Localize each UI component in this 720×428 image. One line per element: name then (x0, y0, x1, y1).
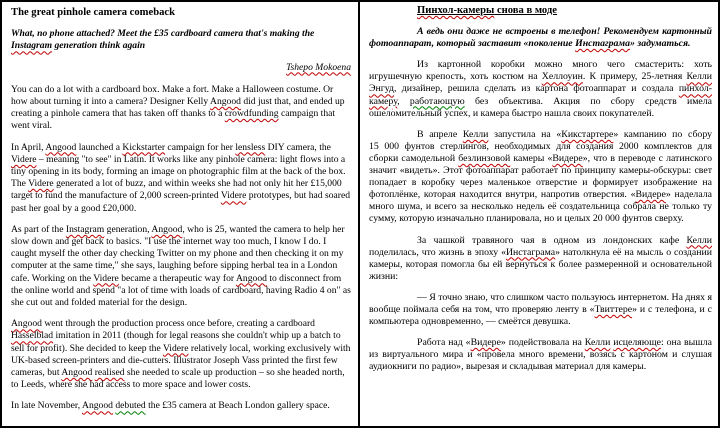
paragraph (369, 235, 712, 283)
text-run: снова в моде (494, 5, 557, 16)
paragraph (11, 84, 351, 133)
spellcheck-flagged-text: Инстаграма (505, 246, 556, 258)
article-body-english (11, 84, 351, 413)
spellcheck-flagged-text: Tshepo Mokoena (286, 61, 351, 73)
article-standfirst-russian (369, 26, 712, 50)
text-run: » задуматься. (630, 38, 691, 50)
text-run: » и с телефона, и с компьютера одновременно, — смеётся девушка. (369, 303, 713, 328)
text-run: без объектива. Акция по сбору средств имела ошеломительный успех, и камера быстро нашла своих покупателей. (369, 95, 712, 119)
text-run: — Я точно знаю, что слишком часто пользуюсь интернетом. На днях я вообще поймала себя на том, что проверяю ленту в « (369, 291, 712, 315)
text-run: камеры « (510, 152, 553, 164)
spellcheck-flagged-text: crowdfunding (224, 108, 279, 120)
spellcheck-flagged-text: Hasselblad (11, 330, 54, 342)
paragraph (11, 400, 351, 412)
article-body-russian (369, 59, 712, 373)
paragraph (369, 337, 712, 373)
spellcheck-flagged-text: Келли (686, 234, 712, 246)
spellcheck-flagged-text: Кикстартере (561, 128, 614, 140)
spellcheck-flagged-text: Videre (93, 272, 119, 284)
grammar-flagged-text: работающую (409, 95, 465, 107)
spellcheck-flagged-text: Angood (61, 367, 93, 379)
text-run: campaign that went viral. (11, 108, 336, 132)
article-standfirst-english (11, 28, 351, 52)
text-run: went through the production process once before, creating a cardboard (41, 318, 315, 330)
spellcheck-flagged-text: Твиттере (594, 303, 633, 315)
text-run: You can do a lot with a cardboard box. Make a fort. Make a Halloween costume. Or how about turning it into a camera? Designer Kelly (11, 83, 334, 108)
spellcheck-flagged-text: Kickstarter (122, 141, 166, 153)
text-run: campaign for her (165, 141, 236, 153)
spellcheck-flagged-text: Видере (552, 152, 583, 164)
text-run: launched a (76, 141, 123, 153)
spellcheck-flagged-text: Videre (11, 153, 37, 165)
text-run: As part of the (11, 223, 66, 235)
spellcheck-flagged-text: Videre (220, 190, 247, 202)
paragraph (369, 129, 712, 226)
text-run: imitation in 2011 (though for legal reasons she couldn't whip up a batch to sell for profit). She decided to keep the (11, 330, 341, 354)
text-run: DIY camera, the (265, 141, 331, 153)
text-run: generation think again (52, 40, 146, 52)
spellcheck-flagged-text: Angood (210, 96, 241, 108)
spellcheck-flagged-text: Келли (584, 337, 611, 349)
spellcheck-flagged-text: realised (94, 367, 125, 379)
text-run: to disconnect from the online world and spend "a lot of time with loads of cardboard, having Radio 4 on" as she cut out and folded material for the design. (11, 272, 351, 309)
spellcheck-flagged-text: Хеллоуин (541, 71, 583, 83)
text-run: Работа над « (417, 337, 471, 349)
spellcheck-flagged-text: Видере (635, 189, 666, 201)
spellcheck-flagged-text: Инстаграма (575, 38, 631, 50)
spellcheck-flagged-text: lensless (235, 141, 266, 153)
text-run: the £35 camera at Beach London gallery space. (145, 400, 330, 412)
article-title-english: The great pinhole camera comeback (11, 7, 175, 18)
spellcheck-flagged-text: Instagram (11, 40, 53, 52)
author-byline (11, 62, 351, 74)
text-run: – meaning "to see" in Latin. It works like any pinhole camera: light flows into a tiny opening in its body, forming an image on photographic film at the back of the box. The (11, 153, 346, 190)
text-run: поделилась, что жизнь в эпоху « (369, 246, 506, 258)
column-english (2, 2, 360, 426)
text-run: . К примеру, 25-летняя (582, 71, 687, 83)
spellcheck-flagged-text: Angood (151, 223, 183, 235)
spellcheck-flagged-text: пинхол-камеру (369, 83, 712, 107)
spellcheck-flagged-text: Angood (11, 318, 42, 330)
text-run: generation, (104, 223, 152, 235)
text-run: , who is 25, wanted the camera to help her slow down and get back to basics. "I use the internet way too much, I know I do. I caught myself the other day checking Twitter on my phone and then checking it on my computer at the same time," she says, laughing before sipping herbal tea in a London cafe. Working on the (11, 223, 345, 284)
spellcheck-flagged-text: Видере (470, 337, 501, 349)
spellcheck-flagged-text: Angood (45, 141, 77, 153)
text-run: , дизайнер, решила сделать из картона фотоаппарат и создала (394, 83, 679, 95)
text-run: » подействовала на (500, 337, 585, 349)
text-run: became a therapeutic way for (118, 272, 236, 284)
spellcheck-flagged-text: Videre (162, 342, 189, 354)
text-run: А ведь они даже не встроены в телефон! Рекомендуем картонный фотоаппарат, который заставит «поколение (369, 26, 712, 50)
text-run: she needed to scale up production – so she headed north, to Leeds, where she had access to more space and lower costs. (11, 367, 345, 391)
spellcheck-flagged-text: Келли Энгуд (369, 71, 712, 95)
spellcheck-flagged-text: Келли (462, 128, 489, 140)
text-run: prototypes, but had soared past her goal by a good £20,000. (11, 190, 351, 214)
spellcheck-flagged-text: исцеляюще (613, 337, 661, 349)
spellcheck-flagged-text: Пинхол-камеры (417, 5, 495, 16)
grammar-flagged-text: debuted (115, 400, 146, 412)
text-run: », что в переводе с латинского значит «видеть». Этот фотоаппарат работает по принципу камеры-обскуры: свет попадает в коробку через маленькое отверстие и формирует изображение на фотоплёнке, которая находится внутри, напротив отверстия. « (369, 152, 713, 201)
text-run: » наделала много шума, и всего за несколько недель её создательница собрала не только ту сумму, которую изначально планировала, но и целых 20 000 фунтов сверху. (369, 189, 712, 225)
text-run: generated a lot of buzz, and within weeks she had not only hit her £15,000 target to fund the manufacture of 2,000 screen-printed (11, 178, 342, 202)
text-run: За чашкой травяного чая в одном из лондонских кафе (417, 234, 687, 246)
column-russian (360, 2, 718, 426)
spellcheck-flagged-text: Videre (28, 178, 54, 190)
text-run: In April, (11, 141, 46, 153)
text-run: » натолкнула её на мысль о создании камеры, которая помогла бы ей вернуться к более размеренной и основательной жизни: (369, 246, 712, 282)
paragraph (369, 292, 712, 328)
paragraph (11, 142, 351, 215)
text-run: запустила на « (488, 128, 562, 140)
text-run: In late November, (11, 400, 83, 412)
paragraph (11, 224, 351, 309)
text-run: relatively local, working exclusively with UK-based screen-printers and die-cutters. Illustrator Joseph Vass printed the first few cameras, but (11, 342, 351, 379)
paragraph (11, 318, 351, 391)
text-run: В апреле (417, 128, 463, 140)
spellcheck-flagged-text: Angood (82, 400, 113, 412)
spellcheck-flagged-text: Instagram (65, 223, 105, 235)
paragraph (369, 59, 712, 119)
article-title-russian (369, 5, 712, 17)
text-run: What, no phone attached? Meet the £35 cardboard camera that's making the (11, 28, 315, 40)
text-run: » кампанию по сбору 15 000 фунтов стерлингов, необходимых для создания 2000 комплектов для сборки самодельной (369, 128, 712, 164)
text-run: Из картонной коробки можно много чего смастерить: хоть игрушечную крепость, хоть костюм на (369, 59, 712, 83)
text-run: , (397, 95, 410, 107)
text-run: : она вышла из виртуального мира и «провела много времени, возясь с картоном и слушая аудиокниги по радио», вырезая и складывая материал для камеры. (369, 337, 712, 373)
spellcheck-flagged-text: Angood (236, 272, 267, 284)
spellcheck-flagged-text: безлинзовой (458, 152, 511, 164)
text-run: did just that, and ended up creating a pinhole camera that has taken off thanks to a (11, 96, 345, 120)
